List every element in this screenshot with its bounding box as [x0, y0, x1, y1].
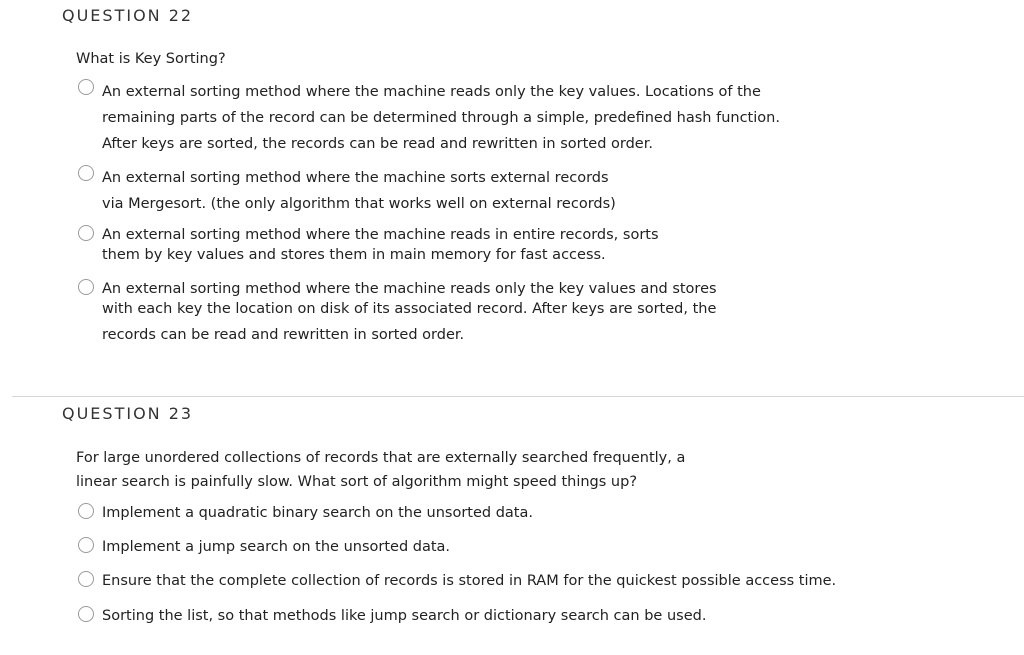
q23-choice-b-radio[interactable] [78, 537, 94, 553]
q23-choice-a-radio[interactable] [78, 503, 94, 519]
choice-line: An external sorting method where the machine sorts external records [102, 170, 609, 186]
q22-choice-b-radio[interactable] [78, 165, 94, 181]
q22-choice-c-radio[interactable] [78, 225, 94, 241]
choice-line: After keys are sorted, the records can be read and rewritten in sorted order. [102, 136, 653, 152]
q22-choice-a-radio[interactable] [78, 79, 94, 95]
choice-line: An external sorting method where the machine reads only the key values. Locations of the [102, 84, 761, 100]
choice-line: An external sorting method where the machine reads in entire records, sorts [102, 227, 659, 243]
q22-choice-b-label[interactable] [102, 165, 616, 217]
choice-line: Sorting the list, so that methods like jump search or dictionary search can be used. [102, 608, 707, 624]
choice-line: Implement a jump search on the unsorted data. [102, 539, 451, 555]
choice-line: remaining parts of the record can be determined through a simple, predefined hash function. [102, 110, 780, 126]
q23-choice-d-radio[interactable] [78, 606, 94, 622]
choice-line: Ensure that the complete collection of records is stored in RAM for the quickest possible access time. [102, 573, 837, 589]
q23-choice-b-label[interactable] [102, 537, 450, 559]
question-23-prompt [76, 446, 685, 494]
q23-choice-c-radio[interactable] [78, 571, 94, 587]
prompt-line: For large unordered collections of records that are externally searched frequently, a [76, 450, 686, 466]
question-23-heading: QUESTION 23 [62, 404, 194, 423]
choice-line: via Mergesort. (the only algorithm that works well on external records) [102, 196, 616, 212]
q22-choice-d-label[interactable] [102, 279, 717, 348]
q22-choice-a-label[interactable] [102, 79, 780, 157]
question-22-prompt [76, 47, 226, 71]
question-divider [12, 396, 1024, 397]
q23-choice-c-label[interactable] [102, 571, 836, 593]
prompt-line: linear search is painfully slow. What sort of algorithm might speed things up? [76, 474, 638, 490]
choice-line: records can be read and rewritten in sorted order. [102, 327, 465, 343]
choice-line: An external sorting method where the machine reads only the key values and stores [102, 281, 717, 297]
q23-choice-a-label[interactable] [102, 503, 533, 525]
q22-choice-d-radio[interactable] [78, 279, 94, 295]
question-22-heading: QUESTION 22 [62, 6, 194, 25]
q22-choice-c-label[interactable] [102, 225, 659, 265]
prompt-line: What is Key Sorting? [76, 51, 226, 67]
q23-choice-d-label[interactable] [102, 606, 706, 628]
choice-line: them by key values and stores them in main memory for fast access. [102, 247, 606, 263]
choice-line: with each key the location on disk of its associated record. After keys are sorted, the [102, 301, 717, 317]
choice-line: Implement a quadratic binary search on the unsorted data. [102, 505, 533, 521]
